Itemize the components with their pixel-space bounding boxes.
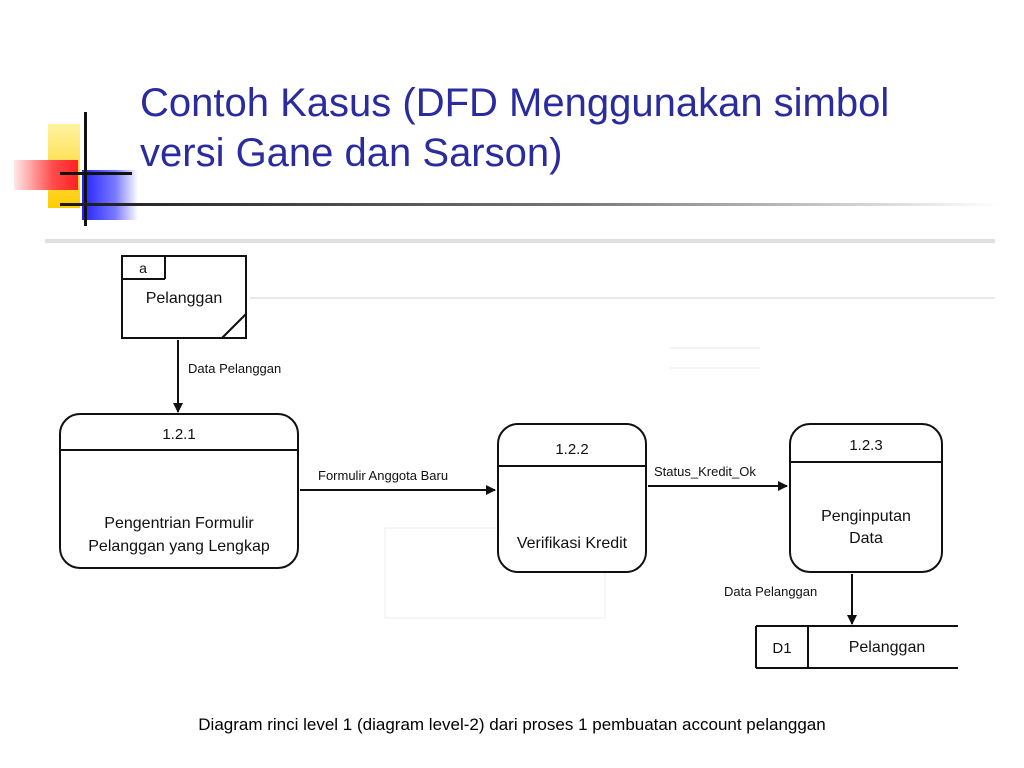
datastore-id: D1 <box>772 640 792 657</box>
process-1-2-2 <box>498 424 646 572</box>
slide-title-line-1: Contoh Kasus (DFD Menggunakan simbol <box>140 81 890 125</box>
deco-horizontal-line <box>60 172 132 175</box>
flow-label: Data Pelanggan <box>724 584 818 599</box>
external-entity-pelanggan <box>122 256 246 338</box>
process-name-line-1: Pengentrian Formulir <box>104 515 254 532</box>
flow-1-2-2-to-1-2-3 <box>648 464 787 486</box>
process-id: 1.2.3 <box>849 437 883 454</box>
slide-caption: Diagram rinci level 1 (diagram level-2) dari proses 1 pembuatan account pelanggan <box>198 715 826 734</box>
process-1-2-1 <box>60 414 298 568</box>
process-name-line-1: Penginputan <box>821 508 911 525</box>
process-name-line-2: Pelanggan yang Lengkap <box>88 538 270 555</box>
process-id: 1.2.1 <box>162 426 196 443</box>
flow-label: Formulir Anggota Baru <box>318 468 449 483</box>
deco-blue-square <box>82 170 138 220</box>
datastore-name: Pelanggan <box>848 639 926 656</box>
entity-id: a <box>139 260 147 276</box>
dfd-diagram <box>0 228 1024 688</box>
entity-name: Pelanggan <box>145 290 223 307</box>
datastore-d1 <box>756 626 958 668</box>
process-id: 1.2.2 <box>555 441 589 458</box>
deco-vertical-line <box>84 112 87 226</box>
flow-label: Data Pelanggan <box>188 361 282 376</box>
flow-label: Status_Kredit_Ok <box>654 464 756 479</box>
slide-title <box>140 78 1000 178</box>
process-1-2-3 <box>790 424 942 572</box>
flow-1-2-1-to-1-2-2 <box>300 468 495 490</box>
title-underline <box>60 203 1000 206</box>
process-name-line-2: Data <box>849 530 883 547</box>
flow-1-2-3-to-d1 <box>724 574 852 624</box>
deco-red-square <box>14 160 78 190</box>
flow-entity-to-1-2-1 <box>178 340 281 412</box>
process-name-line-1: Verifikasi Kredit <box>516 535 628 552</box>
slide-title-line-2: versi Gane dan Sarson) <box>140 131 563 175</box>
